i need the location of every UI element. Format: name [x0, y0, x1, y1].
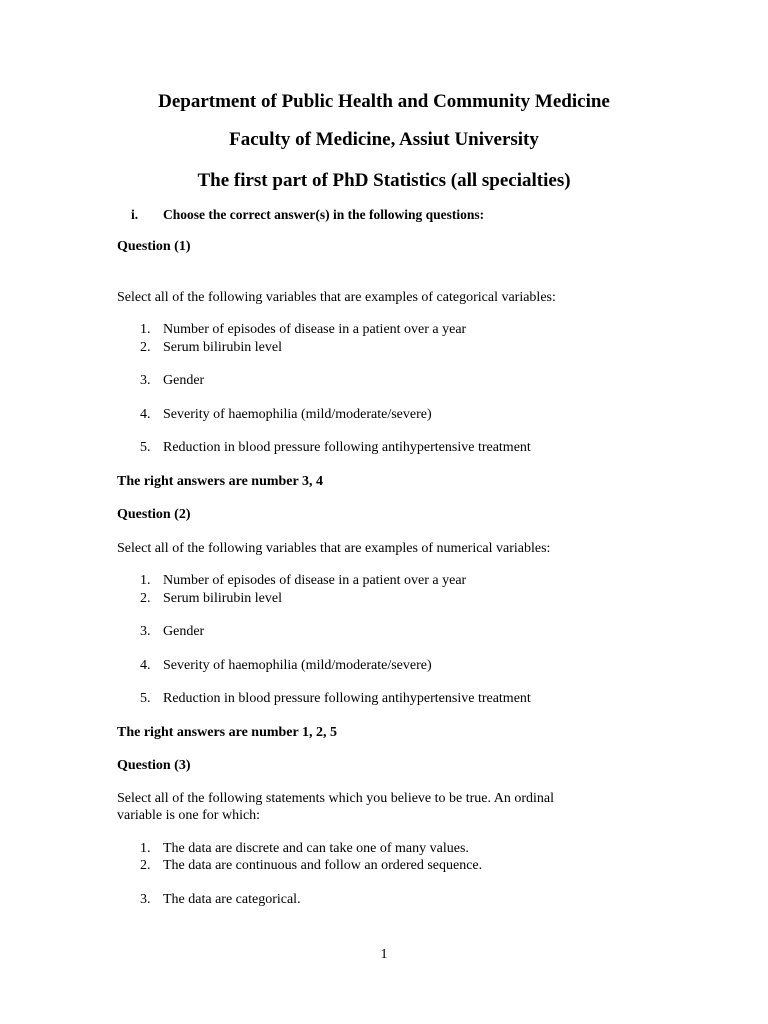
- option-number: 5.: [140, 691, 151, 706]
- page-number: 1: [380, 947, 388, 962]
- section-number: i.: [131, 207, 139, 222]
- question-prompt: Select all of the following statements which you believe to be true. An ordinal: [117, 791, 555, 806]
- option-text: Reduction in blood pressure following antihypertensive treatment: [163, 440, 531, 455]
- option-text: Serum bilirubin level: [163, 340, 282, 355]
- option-text: Gender: [163, 373, 205, 388]
- option-text: Gender: [163, 624, 205, 639]
- option-number: 3.: [140, 892, 151, 907]
- option-number: 5.: [140, 440, 151, 455]
- document-title-course: The first part of PhD Statistics (all specialties): [197, 170, 571, 191]
- option-number: 3.: [140, 624, 151, 639]
- document-title-department: Department of Public Health and Community Medicine: [158, 91, 610, 112]
- question-heading: Question (1): [117, 239, 191, 254]
- answer-key: The right answers are number 1, 2, 5: [117, 725, 337, 740]
- option-number: 3.: [140, 373, 151, 388]
- option-number: 4.: [140, 658, 151, 673]
- option-number: 4.: [140, 407, 151, 422]
- option-number: 2.: [140, 591, 151, 606]
- question-prompt-continued: variable is one for which:: [117, 808, 261, 823]
- option-text: Severity of haemophilia (mild/moderate/severe): [163, 658, 432, 673]
- option-text: The data are continuous and follow an ordered sequence.: [163, 858, 483, 873]
- question-heading: Question (3): [117, 758, 191, 773]
- section-instruction: Choose the correct answer(s) in the following questions:: [163, 207, 485, 222]
- option-text: Number of episodes of disease in a patient over a year: [163, 322, 467, 337]
- option-number: 1.: [140, 841, 151, 856]
- option-number: 1.: [140, 322, 151, 337]
- option-number: 1.: [140, 573, 151, 588]
- option-text: Serum bilirubin level: [163, 591, 282, 606]
- option-number: 2.: [140, 340, 151, 355]
- question-prompt: Select all of the following variables that are examples of numerical variables:: [117, 541, 551, 556]
- option-text: Reduction in blood pressure following antihypertensive treatment: [163, 691, 531, 706]
- answer-key: The right answers are number 3, 4: [117, 474, 323, 489]
- option-text: Severity of haemophilia (mild/moderate/severe): [163, 407, 432, 422]
- option-text: The data are discrete and can take one of many values.: [163, 841, 469, 856]
- option-number: 2.: [140, 858, 151, 873]
- question-prompt: Select all of the following variables that are examples of categorical variables:: [117, 290, 556, 305]
- option-text: The data are categorical.: [163, 892, 301, 907]
- option-text: Number of episodes of disease in a patient over a year: [163, 573, 467, 588]
- question-heading: Question (2): [117, 507, 191, 522]
- document-title-faculty: Faculty of Medicine, Assiut University: [229, 129, 539, 150]
